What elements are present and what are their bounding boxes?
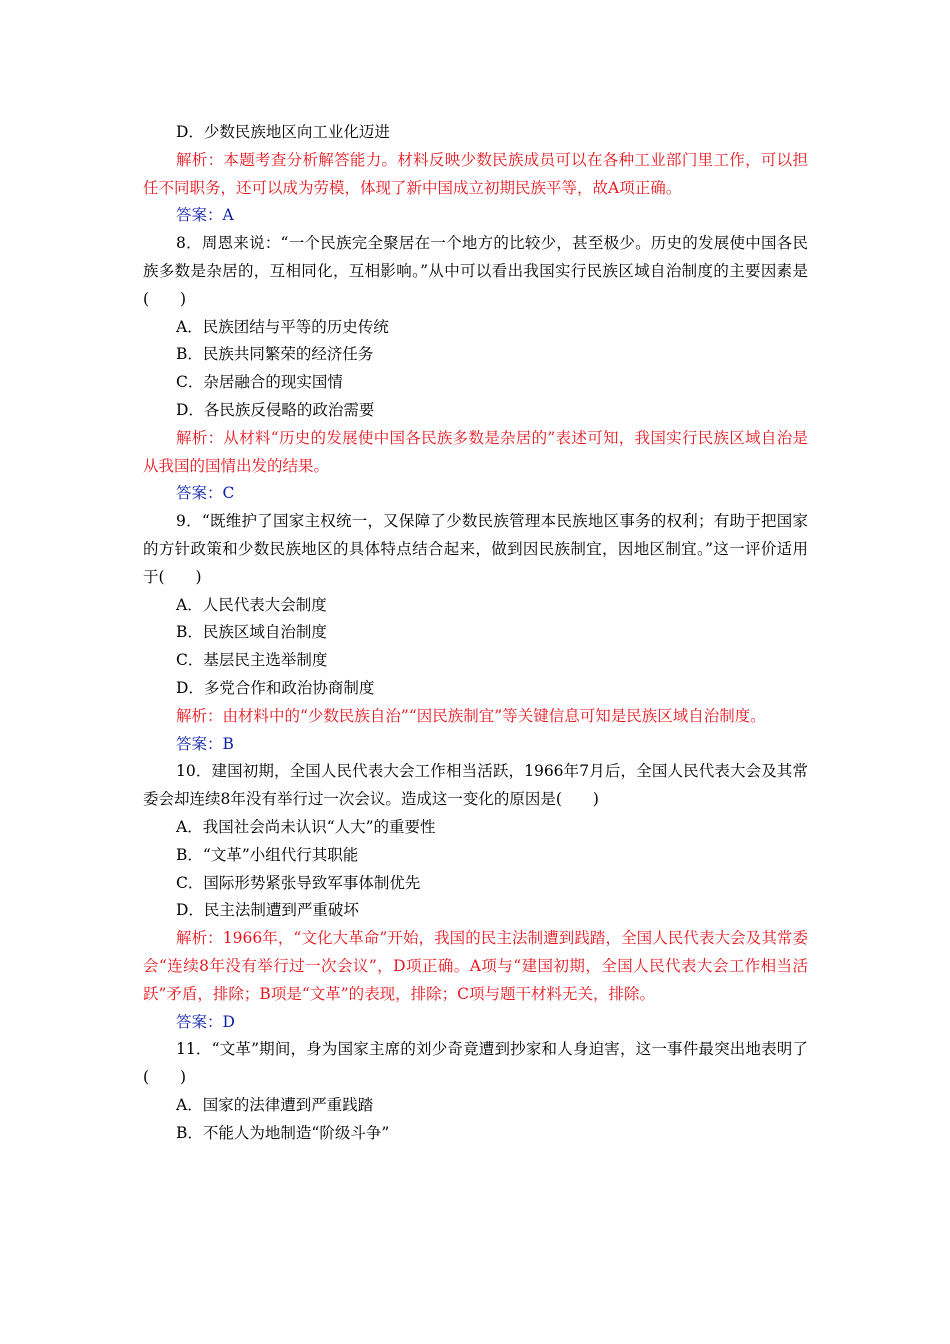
option-line: D．各民族反侵略的政治需要 [176, 400, 375, 419]
answer-line: 答案：A [176, 206, 234, 225]
option-line: B．民族共同繁荣的经济任务 [176, 345, 374, 364]
question-stem: 10．建国初期，全国人民代表大会工作相当活跃，1966年7月后，全国人民代表大会及其常委会却连续8年没有举行过一次会议。造成这一变化的原因是( ) [143, 762, 808, 809]
option-line: B．“文革”小组代行其职能 [176, 845, 359, 864]
question-stem: 9．“既维护了国家主权统一，又保障了少数民族管理本民族地区事务的权利；有助于把国家的方针政策和少数民族地区的具体特点结合起来，做到因民族制宜，因地区制宜。”这一评价适用于( ) [143, 512, 808, 586]
answer-line: 答案：B [176, 734, 234, 753]
option-line: C．杂居融合的现实国情 [176, 373, 343, 392]
option-line: B．不能人为地制造“阶级斗争” [176, 1123, 390, 1142]
answer-line: 答案：C [176, 484, 235, 503]
analysis-text: 解析：1966年，“文化大革命”开始，我国的民主法制遭到践踏，全国人民代表大会及其常委会“连续8年没有举行过一次会议”，D项正确。A项与“建国初期，全国人民代表大会工作相当活跃”矛盾，排除；B项是“文革”的表现，排除；C项与题干材料无关，排除。 [143, 929, 808, 1003]
option-line: A．国家的法律遭到严重践踏 [176, 1095, 374, 1114]
option-line: A．人民代表大会制度 [176, 595, 327, 614]
document-body [143, 119, 808, 1147]
option-line: A．我国社会尚未认识“人大”的重要性 [176, 817, 436, 836]
analysis-text: 解析：本题考查分析解答能力。材料反映少数民族成员可以在各种工业部门里工作，可以担任不同职务，还可以成为劳模，体现了新中国成立初期民族平等，故A项正确。 [143, 150, 808, 197]
question-stem: 11．“文革”期间，身为国家主席的刘少奇竟遭到抄家和人身迫害，这一事件最突出地表明了( ) [143, 1040, 808, 1087]
answer-line: 答案：D [176, 1012, 235, 1031]
option-line: C．基层民主选举制度 [176, 651, 328, 670]
analysis-text: 解析：从材料“历史的发展使中国各民族多数是杂居的”表述可知，我国实行民族区域自治是从我国的国情出发的结果。 [143, 428, 808, 475]
option-line: D．少数民族地区向工业化迈进 [176, 123, 390, 141]
option-line: D．多党合作和政治协商制度 [176, 678, 375, 697]
option-line: A．民族团结与平等的历史传统 [176, 317, 389, 336]
option-line: B．民族区域自治制度 [176, 623, 327, 642]
analysis-text: 解析：由材料中的“少数民族自治”“因民族制宜”等关键信息可知是民族区域自治制度。 [176, 706, 766, 725]
question-stem: 8．周恩来说：“一个民族完全聚居在一个地方的比较少，甚至极少。历史的发展使中国各民族多数是杂居的，互相同化，互相影响。”从中可以看出我国实行民族区域自治制度的主要因素是( ) [143, 234, 808, 308]
option-line: C．国际形势紧张导致军事体制优先 [176, 873, 421, 892]
option-line: D．民主法制遭到严重破坏 [176, 901, 359, 920]
